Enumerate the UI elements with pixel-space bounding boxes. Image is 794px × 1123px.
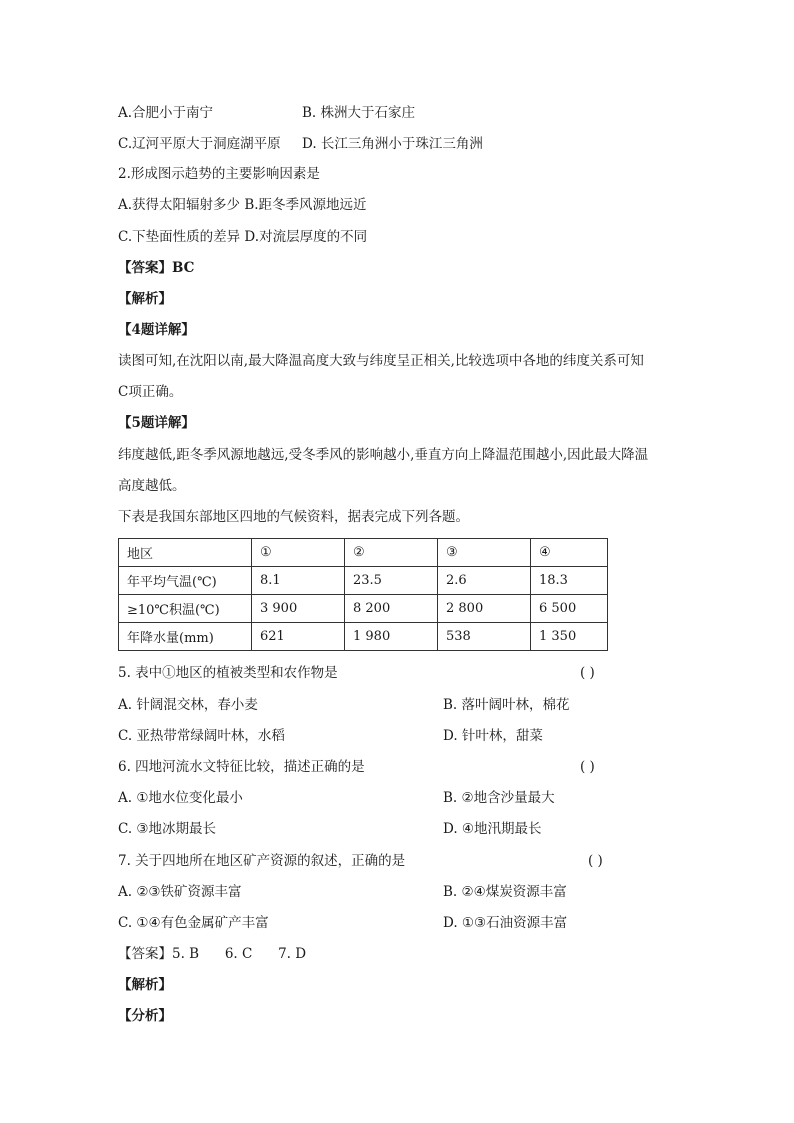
table-cell: 3 900 xyxy=(252,595,345,623)
table-cell: 621 xyxy=(252,623,345,651)
table-header-cell: ② xyxy=(345,539,438,567)
question-2-stem: 2.形成图示趋势的主要影响因素是 xyxy=(118,166,320,182)
analysis-label: 【解析】 xyxy=(118,291,172,307)
table-cell: 1 350 xyxy=(531,623,608,651)
question-7-option-c: C. ①④有色金属矿产丰富 xyxy=(118,915,269,931)
question-7-option-d: D. ①③石油资源丰富 xyxy=(443,915,568,931)
question-5-option-b: B. 落叶阔叶林，棉花 xyxy=(443,697,570,713)
question-5-option-a: A. 针阔混交林，春小麦 xyxy=(118,697,258,713)
table-cell: 1 980 xyxy=(345,623,438,651)
detail-5-text-2: 高度越低。 xyxy=(118,478,186,494)
question-6-option-c: C. ③地冰期最长 xyxy=(118,821,217,837)
climate-table xyxy=(118,538,608,651)
table-row xyxy=(119,623,608,651)
table-header-cell: ① xyxy=(252,539,345,567)
table-cell: 8 200 xyxy=(345,595,438,623)
question-7-option-b: B. ②④煤炭资源丰富 xyxy=(443,884,567,900)
question-5-blank: ( ) xyxy=(580,665,595,681)
table-cell: 18.3 xyxy=(531,567,608,595)
question-7-stem: 7. 关于四地所在地区矿产资源的叙述，正确的是 xyxy=(118,853,406,869)
table-cell: 年平均气温(℃) xyxy=(119,567,252,595)
detail-5-title: 【5题详解】 xyxy=(118,415,195,431)
analysis-2-label: 【解析】 xyxy=(118,977,172,993)
table-row xyxy=(119,595,608,623)
table-row xyxy=(119,567,608,595)
answer-2-label: 【答案】5. B 6. C 7. D xyxy=(118,946,307,962)
question-6-option-a: A. ①地水位变化最小 xyxy=(118,790,243,806)
question-5-stem: 5. 表中①地区的植被类型和农作物是 xyxy=(118,665,338,681)
question-7-option-a: A. ②③铁矿资源丰富 xyxy=(118,884,242,900)
detail-4-title: 【4题详解】 xyxy=(118,322,195,338)
table-cell: 年降水量(mm) xyxy=(119,623,252,651)
detail-4-text-2: C项正确。 xyxy=(118,384,183,400)
table-cell: 6 500 xyxy=(531,595,608,623)
question-6-blank: ( ) xyxy=(580,759,595,775)
question-2-options-ab: A.获得太阳辐射多少 B.距冬季风源地远近 xyxy=(118,197,367,213)
detail-4-text-1: 读图可知,在沈阳以南,最大降温高度大致与纬度呈正相关,比较选项中各地的纬度关系可知 xyxy=(118,353,644,369)
table-cell: ≥10℃积温(℃) xyxy=(119,595,252,623)
option-c: C.辽河平原大于洞庭湖平原 xyxy=(118,136,281,152)
table-intro: 下表是我国东部地区四地的气候资料，据表完成下列各题。 xyxy=(118,509,469,525)
table-cell: 2.6 xyxy=(438,567,531,595)
question-5-option-c: C. 亚热带常绿阔叶林，水稻 xyxy=(118,728,285,744)
question-5-option-d: D. 针叶林，甜菜 xyxy=(443,728,543,744)
question-7-blank: ( ) xyxy=(588,853,603,869)
question-2-options-cd: C.下垫面性质的差异 D.对流层厚度的不同 xyxy=(118,229,368,245)
question-6-stem: 6. 四地河流水文特征比较，描述正确的是 xyxy=(118,759,365,775)
answer-label: 【答案】BC xyxy=(118,260,195,276)
fenxi-label: 【分析】 xyxy=(118,1008,172,1024)
option-d: D. 长江三角洲小于珠江三角洲 xyxy=(302,136,483,152)
table-header-cell: 地区 xyxy=(119,539,252,567)
option-a: A.合肥小于南宁 xyxy=(118,105,214,121)
table-cell: 538 xyxy=(438,623,531,651)
table-header-cell: ④ xyxy=(531,539,608,567)
table-cell: 23.5 xyxy=(345,567,438,595)
table-cell: 8.1 xyxy=(252,567,345,595)
question-6-option-b: B. ②地含沙量最大 xyxy=(443,790,555,806)
table-header-cell: ③ xyxy=(438,539,531,567)
table-header-row xyxy=(119,539,608,567)
table-cell: 2 800 xyxy=(438,595,531,623)
detail-5-text-1: 纬度越低,距冬季风源地越远,受冬季风的影响越小,垂直方向上降温范围越小,因此最大降温 xyxy=(118,447,649,463)
question-6-option-d: D. ④地汛期最长 xyxy=(443,821,542,837)
option-b: B. 株洲大于石家庄 xyxy=(302,105,416,121)
